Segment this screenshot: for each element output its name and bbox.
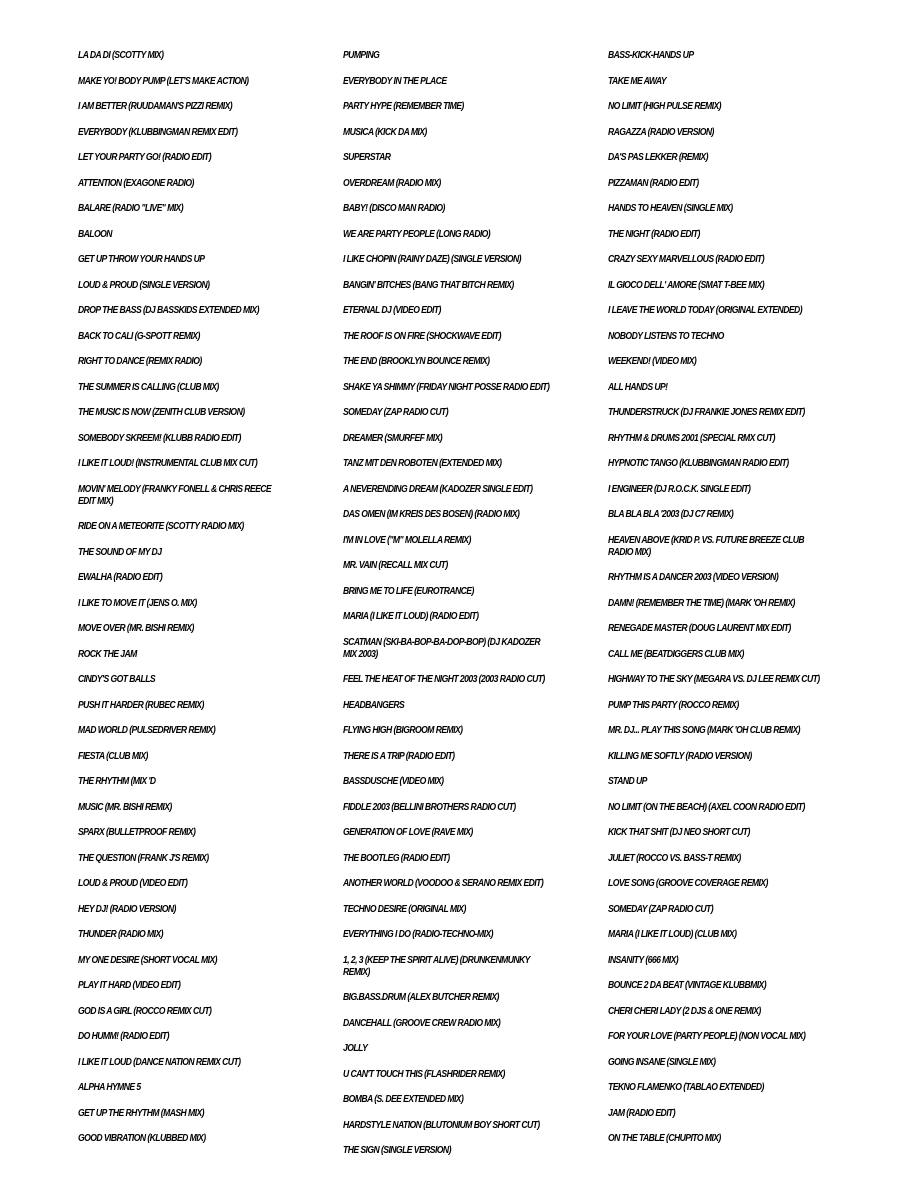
track-title: THUNDERSTRUCK (DJ FRANKIE JONES REMIX EDIT) — [608, 407, 805, 418]
track-title: SOMEDAY (ZAP RADIO CUT) — [608, 903, 714, 915]
track-title: RENEGADE MASTER (DOUG LAURENT MIX EDIT) — [608, 623, 791, 634]
track-title: NO LIMIT (ON THE BEACH) (AXEL COON RADIO EDIT) — [608, 801, 805, 813]
track-title: 1, 2, 3 (KEEP THE SPIRIT ALIVE) (DRUNKENMUNKY REMIX) — [343, 954, 530, 978]
track-title: THE SIGN (SINGLE VERSION) — [343, 1145, 451, 1156]
track-title: THUNDER (RADIO MIX) — [78, 929, 163, 940]
track-title: PUMPING — [343, 50, 380, 61]
track-title: GET UP THROW YOUR HANDS UP — [78, 254, 205, 265]
track-title: MARIA (I LIKE IT LOUD) (RADIO EDIT) — [343, 611, 479, 622]
track-title: TECHNO DESIRE (ORIGINAL MIX) — [343, 903, 466, 915]
track-title: ANOTHER WORLD (VOODOO & SERANO REMIX EDIT) — [343, 878, 544, 889]
track-title: MY ONE DESIRE (SHORT VOCAL MIX) — [78, 954, 217, 966]
track-title: I ENGINEER (DJ R.O.C.K. SINGLE EDIT) — [608, 483, 751, 495]
track-title: LA DA DI (SCOTTY MIX) — [78, 50, 164, 61]
track-title: JOLLY — [343, 1043, 368, 1054]
track-title: PARTY HYPE (REMEMBER TIME) — [343, 101, 464, 112]
track-title: U CAN'T TOUCH THIS (FLASHRIDER REMIX) — [343, 1068, 505, 1080]
track-title: BABY! (DISCO MAN RADIO) — [343, 203, 445, 214]
track-title: I LIKE CHOPIN (RAINY DAZE) (SINGLE VERSION) — [343, 254, 521, 265]
track-title: HEAVEN ABOVE (KRID P. VS. FUTURE BREEZE CLUB RADIO MIX) — [608, 534, 805, 558]
track-title: DO HUMM! (RADIO EDIT) — [78, 1031, 169, 1042]
track-title: I LEAVE THE WORLD TODAY (ORIGINAL EXTENDED) — [608, 305, 803, 316]
track-title: IL GIOCO DELL' AMORE (SMAT T-BEE MIX) — [608, 279, 765, 291]
track-title: MOVIN' MELODY (FRANKY FONELL & CHRIS REECE EDIT MIX) — [78, 483, 272, 507]
track-title: I LIKE TO MOVE IT (JENS O. MIX) — [78, 597, 197, 609]
track-title: NOBODY LISTENS TO TECHNO — [608, 330, 724, 342]
track-title: BRING ME TO LIFE (EUROTRANCE) — [343, 585, 474, 597]
track-title: PLAY IT HARD (VIDEO EDIT) — [78, 980, 181, 991]
track-title: CALL ME (BEATDIGGERS CLUB MIX) — [608, 648, 744, 660]
track-title: FIDDLE 2003 (BELLINI BROTHERS RADIO CUT) — [343, 801, 516, 813]
track-title: INSANITY (666 MIX) — [608, 954, 679, 966]
track-title: DAS OMEN (IM KREIS DES BOSEN) (RADIO MIX) — [343, 509, 520, 520]
track-title: BALOON — [78, 228, 112, 240]
track-title: BLA BLA BLA '2003 (DJ C7 REMIX) — [608, 509, 734, 520]
track-title: RIDE ON A METEORITE (SCOTTY RADIO MIX) — [78, 521, 244, 532]
track-title: HEADBANGERS — [343, 699, 405, 711]
track-title: RHYTHM & DRUMS 2001 (SPECIAL RMX CUT) — [608, 432, 775, 444]
track-title: THE NIGHT (RADIO EDIT) — [608, 228, 700, 240]
track-title: LOUD & PROUD (SINGLE VERSION) — [78, 279, 210, 291]
track-title: BACK TO CALI (G-SPOTT REMIX) — [78, 330, 200, 342]
track-title: DROP THE BASS (DJ BASSKIDS EXTENDED MIX) — [78, 305, 259, 316]
track-title: TAKE ME AWAY — [608, 75, 667, 87]
track-title: LET YOUR PARTY GO! (RADIO EDIT) — [78, 152, 212, 163]
track-title: RAGAZZA (RADIO VERSION) — [608, 126, 714, 138]
track-title: TEKNO FLAMENKO (TABLAO EXTENDED) — [608, 1082, 764, 1093]
track-title: CHERI CHERI LADY (2 DJS & ONE REMIX) — [608, 1005, 761, 1017]
track-title: PIZZAMAN (RADIO EDIT) — [608, 177, 699, 189]
track-title: MR. VAIN (RECALL MIX CUT) — [343, 560, 448, 571]
track-title: A NEVERENDING DREAM (KADOZER SINGLE EDIT) — [343, 483, 533, 495]
track-title: GOING INSANE (SINGLE MIX) — [608, 1056, 716, 1068]
track-title: THE BOOTLEG (RADIO EDIT) — [343, 852, 450, 864]
track-title: DANCEHALL (GROOVE CREW RADIO MIX) — [343, 1017, 501, 1029]
track-title: GET UP THE RHYTHM (MASH MIX) — [78, 1107, 204, 1119]
track-title: DREAMER (SMURFEF MIX) — [343, 432, 443, 444]
track-title: ATTENTION (EXAGONE RADIO) — [78, 177, 194, 189]
track-title: BANGIN' BITCHES (BANG THAT BITCH REMIX) — [343, 279, 514, 291]
track-title: MAD WORLD (PULSEDRIVER REMIX) — [78, 725, 216, 736]
track-title: DAMN! (REMEMBER THE TIME) (MARK 'OH REMIX) — [608, 597, 795, 609]
track-title: SOMEBODY SKREEM! (KLUBB RADIO EDIT) — [78, 432, 241, 444]
track-title: MUSIC (MR. BISHI REMIX) — [78, 801, 172, 813]
track-title: ALPHA HYMNE 5 — [78, 1082, 141, 1093]
track-title: I LIKE IT LOUD! (INSTRUMENTAL CLUB MIX CUT) — [78, 458, 258, 469]
track-title: HIGHWAY TO THE SKY (MEGARA VS. DJ LEE REMIX CUT) — [608, 674, 820, 685]
track-title: BASSDUSCHE (VIDEO MIX) — [343, 776, 444, 787]
track-title: TANZ MIT DEN ROBOTEN (EXTENDED MIX) — [343, 458, 502, 469]
track-title: PUMP THIS PARTY (ROCCO REMIX) — [608, 699, 739, 711]
track-title: SUPERSTAR — [343, 152, 391, 163]
track-title: KILLING ME SOFTLY (RADIO VERSION) — [608, 750, 752, 762]
track-title: HARDSTYLE NATION (BLUTONIUM BOY SHORT CUT) — [343, 1119, 540, 1131]
track-title: PUSH IT HARDER (RUBEC REMIX) — [78, 699, 204, 711]
track-title: LOVE SONG (GROOVE COVERAGE REMIX) — [608, 878, 768, 889]
track-title: GOOD VIBRATION (KLUBBED MIX) — [78, 1133, 206, 1144]
tracklist-column-2 — [343, 50, 558, 1171]
track-title: MARIA (I LIKE IT LOUD) (CLUB MIX) — [608, 929, 737, 940]
track-title: FOR YOUR LOVE (PARTY PEOPLE) (NON VOCAL MIX) — [608, 1031, 806, 1042]
track-title: HEY DJ! (RADIO VERSION) — [78, 903, 176, 915]
track-title: I AM BETTER (RUUDAMAN'S PIZZI REMIX) — [78, 101, 233, 112]
track-title: ALL HANDS UP! — [608, 381, 668, 393]
track-title: JAM (RADIO EDIT) — [608, 1107, 676, 1119]
track-title: DA'S PAS LEKKER (REMIX) — [608, 152, 708, 163]
track-title: SCATMAN (SKI-BA-BOP-BA-DOP-BOP) (DJ KADOZER MIX 2003) — [343, 636, 541, 660]
track-title: ROCK THE JAM — [78, 648, 137, 660]
track-title: FEEL THE HEAT OF THE NIGHT 2003 (2003 RADIO CUT) — [343, 674, 545, 685]
track-title: LOUD & PROUD (VIDEO EDIT) — [78, 878, 188, 889]
track-title: RHYTHM IS A DANCER 2003 (VIDEO VERSION) — [608, 572, 779, 583]
track-title: ETERNAL DJ (VIDEO EDIT) — [343, 305, 441, 316]
track-title: EVERYTHING I DO (RADIO-TECHNO-MIX) — [343, 929, 493, 940]
track-title: THE SOUND OF MY DJ — [78, 546, 162, 558]
track-title: MUSICA (KICK DA MIX) — [343, 126, 427, 138]
track-title: CRAZY SEXY MARVELLOUS (RADIO EDIT) — [608, 254, 765, 265]
track-title: RIGHT TO DANCE (REMIX RADIO) — [78, 356, 202, 367]
track-title: SOMEDAY (ZAP RADIO CUT) — [343, 407, 449, 418]
track-title: THE ROOF IS ON FIRE (SHOCKWAVE EDIT) — [343, 330, 501, 342]
track-title: EVERYBODY (KLUBBINGMAN REMIX EDIT) — [78, 126, 238, 138]
track-title: THE SUMMER IS CALLING (CLUB MIX) — [78, 381, 219, 393]
track-title: FLYING HIGH (BIGROOM REMIX) — [343, 725, 463, 736]
track-title: MOVE OVER (MR. BISHI REMIX) — [78, 623, 194, 634]
track-title: EVERYBODY IN THE PLACE — [343, 75, 447, 87]
track-title: BIG.BASS.DRUM (ALEX BUTCHER REMIX) — [343, 992, 499, 1003]
track-title: THE RHYTHM (MIX 'D — [78, 776, 156, 787]
track-title: MR. DJ... PLAY THIS SONG (MARK 'OH CLUB REMIX) — [608, 725, 800, 736]
track-title: WEEKEND! (VIDEO MIX) — [608, 356, 697, 367]
track-title: I LIKE IT LOUD (DANCE NATION REMIX CUT) — [78, 1056, 241, 1068]
track-title: ON THE TABLE (CHUPITO MIX) — [608, 1133, 721, 1144]
tracklist-column-3 — [608, 50, 823, 1159]
track-title: CINDY'S GOT BALLS — [78, 674, 156, 685]
track-title: KICK THAT SHIT (DJ NEO SHORT CUT) — [608, 827, 750, 838]
track-title: THE MUSIC IS NOW (ZENITH CLUB VERSION) — [78, 407, 245, 418]
track-title: GENERATION OF LOVE (RAVE MIX) — [343, 827, 473, 838]
track-title: I'M IN LOVE ("M" MOLELLA REMIX) — [343, 534, 471, 546]
track-title: OVERDREAM (RADIO MIX) — [343, 177, 441, 189]
track-title: STAND UP — [608, 776, 647, 787]
track-title: BALARE (RADIO "LIVE" MIX) — [78, 203, 184, 214]
track-title: THE QUESTION (FRANK J'S REMIX) — [78, 852, 209, 864]
track-title: GOD IS A GIRL (ROCCO REMIX CUT) — [78, 1005, 212, 1017]
track-title: WE ARE PARTY PEOPLE (LONG RADIO) — [343, 228, 491, 240]
track-title: THE END (BROOKLYN BOUNCE REMIX) — [343, 356, 490, 367]
track-title: THERE IS A TRIP (RADIO EDIT) — [343, 750, 455, 762]
track-title: EWALHA (RADIO EDIT) — [78, 572, 163, 583]
track-title: JULIET (ROCCO VS. BASS-T REMIX) — [608, 852, 741, 864]
track-title: MAKE YO! BODY PUMP (LET'S MAKE ACTION) — [78, 75, 249, 87]
track-title: BOUNCE 2 DA BEAT (VINTAGE KLUBBMIX) — [608, 980, 767, 991]
track-title: HYPNOTIC TANGO (KLUBBINGMAN RADIO EDIT) — [608, 458, 789, 469]
track-title: NO LIMIT (HIGH PULSE REMIX) — [608, 101, 721, 112]
track-title: BASS-KICK-HANDS UP — [608, 50, 694, 61]
track-title: FIESTA (CLUB MIX) — [78, 750, 148, 762]
track-title: HANDS TO HEAVEN (SINGLE MIX) — [608, 203, 733, 214]
track-title: SHAKE YA SHIMMY (FRIDAY NIGHT POSSE RADIO EDIT) — [343, 381, 550, 393]
tracklist-column-1 — [78, 50, 293, 1159]
track-title: SPARX (BULLETPROOF REMIX) — [78, 827, 196, 838]
track-title: BOMBA (S. DEE EXTENDED MIX) — [343, 1094, 464, 1105]
